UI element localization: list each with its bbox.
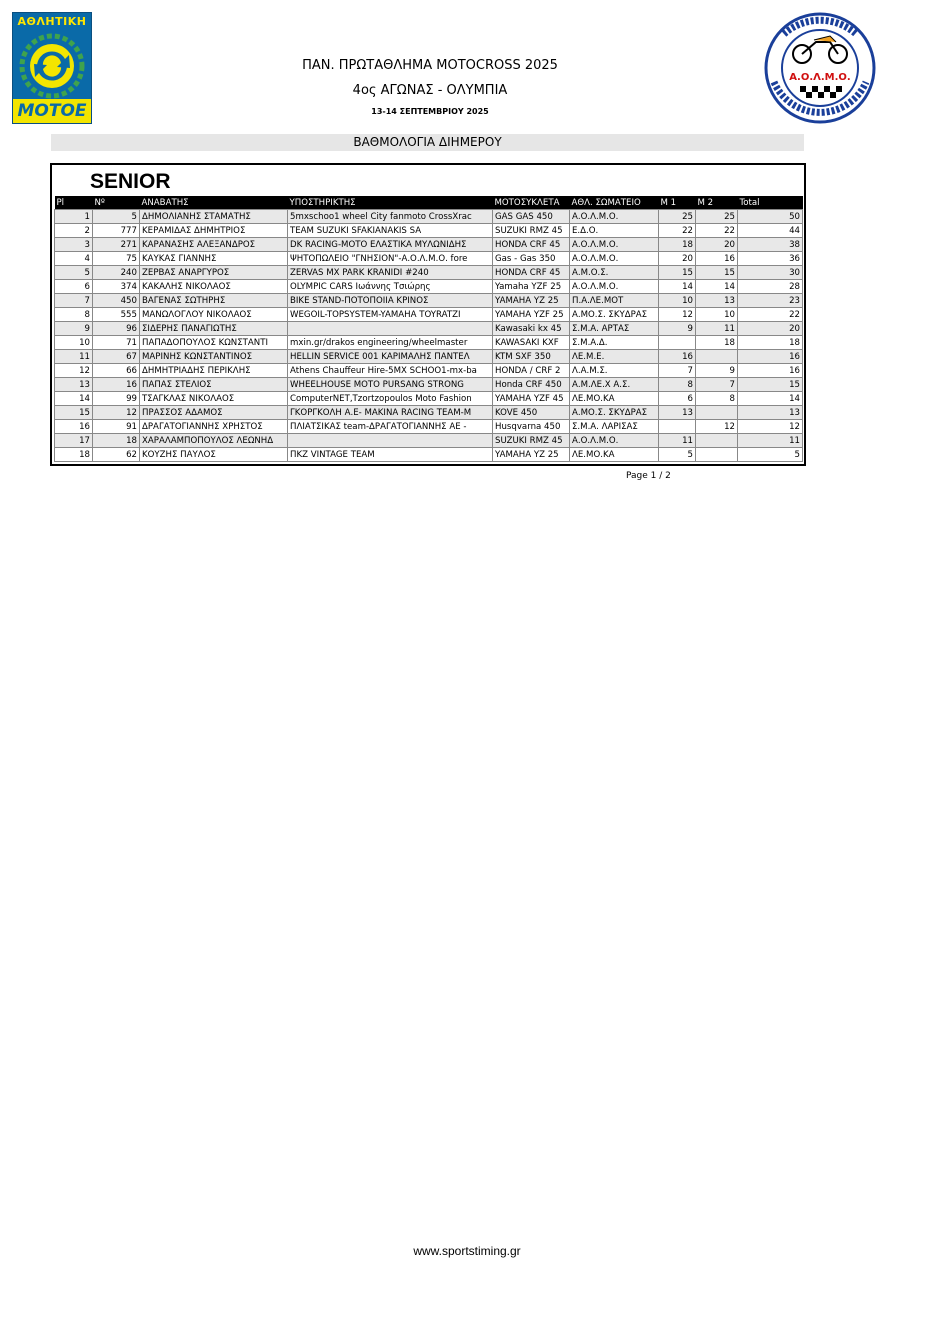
cell-sponsor: OLYMPIC CARS Ιωάννης Τσιώρης [288, 280, 493, 294]
cell-sponsor: WHEELHOUSE MOTO PURSANG STRONG [288, 378, 493, 392]
cell-m2 [696, 448, 738, 462]
cell-bike: HONDA CRF 45 [493, 238, 570, 252]
cell-total: 11 [738, 434, 803, 448]
cell-m1 [659, 420, 696, 434]
cell-no: 12 [93, 406, 140, 420]
cell-total: 36 [738, 252, 803, 266]
cell-m1 [659, 336, 696, 350]
cell-bike: Kawasaki kx 45 [493, 322, 570, 336]
cell-m1: 25 [659, 210, 696, 224]
club-logo [760, 12, 880, 124]
cell-no: 62 [93, 448, 140, 462]
cell-sponsor: WEGOIL-TOPSYSTEM-YAMAHA TOYRATZI [288, 308, 493, 322]
logo-right-text: Α.Ο.Λ.Μ.Ο. [789, 72, 851, 83]
cell-m1: 22 [659, 224, 696, 238]
cell-club: Α.Μ.ΛΕ.Χ Α.Σ. [570, 378, 659, 392]
cell-club: Σ.Μ.Α. ΛΑΡΙΣΑΣ [570, 420, 659, 434]
cell-m2: 22 [696, 224, 738, 238]
cell-no: 450 [93, 294, 140, 308]
cell-total: 15 [738, 378, 803, 392]
cell-no: 66 [93, 364, 140, 378]
cell-m1: 16 [659, 350, 696, 364]
cell-m2 [696, 350, 738, 364]
column-header: M 1 [659, 196, 696, 210]
column-header: ΥΠΟΣΤΗΡΙΚΤΗΣ [288, 196, 493, 210]
cell-no: 777 [93, 224, 140, 238]
cell-bike: YAMAHA YZF 25 [493, 308, 570, 322]
table-row [55, 350, 803, 364]
table-row [55, 364, 803, 378]
cell-club: Α.Ο.Λ.Μ.Ο. [570, 434, 659, 448]
cell-m1: 13 [659, 406, 696, 420]
cell-club: Ε.Δ.Ο. [570, 224, 659, 238]
cell-no: 240 [93, 266, 140, 280]
cell-sponsor: DK RACING-MOTO ΕΛΑΣΤΙΚΑ ΜΥΛΩΝΙΔΗΣ [288, 238, 493, 252]
cell-club: Α.ΜΟ.Σ. ΣΚΥΔΡΑΣ [570, 308, 659, 322]
cell-sponsor: mxin.gr/drakos engineering/wheelmaster [288, 336, 493, 350]
cell-club: ΛΕ.ΜΟ.ΚΑ [570, 448, 659, 462]
cell-bike: GAS GAS 450 [493, 210, 570, 224]
cell-pl: 16 [55, 420, 93, 434]
cell-no: 555 [93, 308, 140, 322]
cell-total: 20 [738, 322, 803, 336]
table-row [55, 252, 803, 266]
cell-pl: 7 [55, 294, 93, 308]
cell-rider: ΖΕΡΒΑΣ ΑΝΑΡΓΥΡΟΣ [140, 266, 288, 280]
cell-sponsor [288, 434, 493, 448]
cell-m1: 12 [659, 308, 696, 322]
cell-total: 38 [738, 238, 803, 252]
cell-rider: ΒΑΓΕΝΑΣ ΣΩΤΗΡΗΣ [140, 294, 288, 308]
cell-total: 28 [738, 280, 803, 294]
cell-sponsor: ΓΚΟΡΓΚΟΛΗ Α.Ε- ΜΑΚΙΝΑ RACING TEAM-Μ [288, 406, 493, 420]
cell-total: 13 [738, 406, 803, 420]
cell-total: 12 [738, 420, 803, 434]
cell-no: 374 [93, 280, 140, 294]
cell-sponsor: 5mxschoo1 wheel City fanmoto CrossXrac [288, 210, 493, 224]
table-row [55, 420, 803, 434]
cell-pl: 9 [55, 322, 93, 336]
cell-pl: 13 [55, 378, 93, 392]
column-header: ΑΝΑΒΑΤΗΣ [140, 196, 288, 210]
table-row [55, 406, 803, 420]
cell-pl: 4 [55, 252, 93, 266]
column-header: M 2 [696, 196, 738, 210]
cell-pl: 12 [55, 364, 93, 378]
cell-pl: 6 [55, 280, 93, 294]
cell-pl: 2 [55, 224, 93, 238]
cell-sponsor: ZERVAS MX PARK KRANIDI #240 [288, 266, 493, 280]
cell-pl: 10 [55, 336, 93, 350]
column-header: ΑΘΛ. ΣΩΜΑΤΕΙΟ [570, 196, 659, 210]
cell-rider: ΣΙΔΕΡΗΣ ΠΑΝΑΓΙΩΤΗΣ [140, 322, 288, 336]
race-title: 4ος ΑΓΩΝΑΣ - ΟΛΥΜΠΙΑ [352, 83, 508, 98]
cell-m2 [696, 434, 738, 448]
table-row [55, 322, 803, 336]
cell-no: 75 [93, 252, 140, 266]
results-table [54, 196, 803, 462]
cell-m2: 16 [696, 252, 738, 266]
cell-rider: ΔΡΑΓΑΤΟΓΙΑΝΝΗΣ ΧΡΗΣΤΟΣ [140, 420, 288, 434]
cell-sponsor: Athens Chauffeur Hire-5MX SCHOO1-mx-ba [288, 364, 493, 378]
cell-rider: ΚΕΡΑΜΙΔΑΣ ΔΗΜΗΤΡΙΟΣ [140, 224, 288, 238]
cell-total: 23 [738, 294, 803, 308]
cell-total: 14 [738, 392, 803, 406]
cell-bike: KOVE 450 [493, 406, 570, 420]
cell-rider: ΜΑΝΩΛΟΓΛΟΥ ΝΙΚΟΛΑΟΣ [140, 308, 288, 322]
logo-emblem [13, 31, 91, 101]
cell-club: Λ.Α.Μ.Σ. [570, 364, 659, 378]
cell-pl: 11 [55, 350, 93, 364]
column-header: Nº [93, 196, 140, 210]
cell-no: 91 [93, 420, 140, 434]
cell-total: 50 [738, 210, 803, 224]
cell-m2: 14 [696, 280, 738, 294]
cell-no: 96 [93, 322, 140, 336]
cell-m1: 9 [659, 322, 696, 336]
cell-rider: ΜΑΡΙΝΗΣ ΚΩΝΣΤΑΝΤΙΝΟΣ [140, 350, 288, 364]
cell-sponsor: BIKE STAND-ΠΟΤΟΠΟΙΙΑ ΚΡΙΝΟΣ [288, 294, 493, 308]
cell-sponsor [288, 322, 493, 336]
table-row [55, 378, 803, 392]
cell-m1: 20 [659, 252, 696, 266]
cell-rider: ΧΑΡΑΛΑΜΠΟΠΟΥΛΟΣ ΛΕΩΝΗΔ [140, 434, 288, 448]
section-title: ΒΑΘΜΟΛΟΓΙΑ ΔΙΗΜΕΡΟΥ [51, 134, 804, 151]
cell-bike: HONDA / CRF 2 [493, 364, 570, 378]
cell-bike: YAMAHA YZ 25 [493, 294, 570, 308]
cell-m2: 18 [696, 336, 738, 350]
cell-club: Σ.Μ.Α. ΑΡΤΑΣ [570, 322, 659, 336]
cell-no: 5 [93, 210, 140, 224]
cell-m1: 11 [659, 434, 696, 448]
cell-m2: 11 [696, 322, 738, 336]
page-number: Page 1 / 2 [626, 471, 671, 481]
cell-m1: 10 [659, 294, 696, 308]
table-row [55, 308, 803, 322]
cell-pl: 18 [55, 448, 93, 462]
cell-sponsor: ΠΛΙΑΤΣΙΚΑΣ team-ΔΡΑΓΑΤΟΓΙΑΝΝΗΣ ΑΕ - [288, 420, 493, 434]
results-panel [50, 163, 806, 466]
cell-m1: 5 [659, 448, 696, 462]
cell-rider: ΚΑΚΑΛΗΣ ΝΙΚΟΛΑΟΣ [140, 280, 288, 294]
cell-m2: 13 [696, 294, 738, 308]
cell-total: 22 [738, 308, 803, 322]
cell-rider: ΤΣΑΓΚΛΑΣ ΝΙΚΟΛΑΟΣ [140, 392, 288, 406]
cell-club: Α.Ο.Λ.Μ.Ο. [570, 210, 659, 224]
table-row [55, 280, 803, 294]
cell-pl: 1 [55, 210, 93, 224]
footer-website: www.sportstiming.gr [413, 1244, 521, 1258]
cell-club: Α.Μ.Ο.Σ. [570, 266, 659, 280]
cell-no: 71 [93, 336, 140, 350]
cell-club: Α.Ο.Λ.Μ.Ο. [570, 280, 659, 294]
cell-pl: 17 [55, 434, 93, 448]
cell-m2: 25 [696, 210, 738, 224]
cell-no: 271 [93, 238, 140, 252]
table-header-row [55, 196, 803, 210]
cell-rider: ΚΑΡΑΝΑΣΗΣ ΑΛΕΞΑΝΔΡΟΣ [140, 238, 288, 252]
cell-club: Α.ΜΟ.Σ. ΣΚΥΔΡΑΣ [570, 406, 659, 420]
cell-m1: 15 [659, 266, 696, 280]
cell-bike: Gas - Gas 350 [493, 252, 570, 266]
cell-bike: Yamaha YZF 25 [493, 280, 570, 294]
cell-bike: KAWASAKI KXF [493, 336, 570, 350]
cell-bike: Honda CRF 450 [493, 378, 570, 392]
column-header: Pl [55, 196, 93, 210]
cell-club: Π.Α.ΛΕ.ΜΟΤ [570, 294, 659, 308]
cell-total: 44 [738, 224, 803, 238]
cell-no: 99 [93, 392, 140, 406]
cell-m2: 15 [696, 266, 738, 280]
cell-m2: 10 [696, 308, 738, 322]
cell-pl: 14 [55, 392, 93, 406]
cell-total: 18 [738, 336, 803, 350]
race-date: 13-14 ΣΕΠΤΕΜΒΡΙΟΥ 2025 [371, 107, 489, 116]
cell-pl: 3 [55, 238, 93, 252]
cell-rider: ΠΡΑΣΣΟΣ ΑΔΑΜΟΣ [140, 406, 288, 420]
cell-rider: ΠΑΠΑΔΟΠΟΥΛΟΣ ΚΩΝΣΤΑΝΤΙ [140, 336, 288, 350]
table-row [55, 294, 803, 308]
cell-m2: 7 [696, 378, 738, 392]
cell-club: ΛΕ.Μ.Ε. [570, 350, 659, 364]
cell-club: Α.Ο.Λ.Μ.Ο. [570, 252, 659, 266]
cell-rider: ΔΗΜΟΛΙΑΝΗΣ ΣΤΑΜΑΤΗΣ [140, 210, 288, 224]
column-header: Total [738, 196, 803, 210]
table-body [55, 210, 803, 462]
table-row [55, 224, 803, 238]
cell-pl: 8 [55, 308, 93, 322]
cell-sponsor: ΨΗΤΟΠΩΛΕΙΟ "ΓΝΗΣΙΟΝ"-Α.Ο.Λ.Μ.Ο. fore [288, 252, 493, 266]
cell-no: 16 [93, 378, 140, 392]
cell-total: 16 [738, 364, 803, 378]
cell-rider: ΠΑΠΑΣ ΣΤΕΛΙΟΣ [140, 378, 288, 392]
cell-no: 67 [93, 350, 140, 364]
table-row [55, 266, 803, 280]
cell-sponsor: TEAM SUZUKI SFAKIANAKIS SA [288, 224, 493, 238]
cell-m2: 8 [696, 392, 738, 406]
cell-m1: 7 [659, 364, 696, 378]
category-title: SENIOR [90, 170, 171, 193]
cell-rider: ΔΗΜΗΤΡΙΑΔΗΣ ΠΕΡΙΚΛΗΣ [140, 364, 288, 378]
table-row [55, 210, 803, 224]
cell-bike: Husqvarna 450 [493, 420, 570, 434]
cell-bike: SUZUKI RMZ 45 [493, 434, 570, 448]
logo-left-top-text: ΑΘΛΗΤΙΚΗ [13, 13, 91, 31]
table-row [55, 238, 803, 252]
cell-no: 18 [93, 434, 140, 448]
cell-club: ΛΕ.ΜΟ.ΚΑ [570, 392, 659, 406]
cell-m2: 20 [696, 238, 738, 252]
cell-club: Α.Ο.Λ.Μ.Ο. [570, 238, 659, 252]
cell-bike: HONDA CRF 45 [493, 266, 570, 280]
cell-total: 5 [738, 448, 803, 462]
cell-m1: 18 [659, 238, 696, 252]
cell-m2: 9 [696, 364, 738, 378]
cell-sponsor: ΠΚΖ VINTAGE TEAM [288, 448, 493, 462]
cell-bike: SUZUKI RMZ 45 [493, 224, 570, 238]
table-row [55, 392, 803, 406]
logo-left-bottom-text: ΜΟΤΟΕ [13, 99, 91, 123]
cell-bike: YAMAHA YZ 25 [493, 448, 570, 462]
cell-m2: 12 [696, 420, 738, 434]
cell-pl: 15 [55, 406, 93, 420]
cell-sponsor: ComputerNET,Tzortzopoulos Moto Fashion [288, 392, 493, 406]
table-row [55, 448, 803, 462]
table-row [55, 336, 803, 350]
cell-rider: ΚΟΥΖΗΣ ΠΑΥΛΟΣ [140, 448, 288, 462]
cell-m1: 6 [659, 392, 696, 406]
championship-title: ΠΑΝ. ΠΡΩΤΑΘΛΗΜΑ MOTOCROSS 2025 [302, 58, 558, 73]
cell-bike: KTM SXF 350 [493, 350, 570, 364]
cell-m1: 14 [659, 280, 696, 294]
cell-m1: 8 [659, 378, 696, 392]
cell-pl: 5 [55, 266, 93, 280]
column-header: ΜΟΤΟΣΥΚΛΕΤΑ [493, 196, 570, 210]
cell-sponsor: HELLIN SERVICE 001 ΚΑΡΙΜΑΛΗΣ ΠΑΝΤΕΛ [288, 350, 493, 364]
cell-total: 30 [738, 266, 803, 280]
federation-logo [12, 12, 92, 124]
cell-m2 [696, 406, 738, 420]
cell-rider: ΚΑΥΚΑΣ ΓΙΑΝΝΗΣ [140, 252, 288, 266]
table-row [55, 434, 803, 448]
cell-club: Σ.Μ.Α.Δ. [570, 336, 659, 350]
cell-bike: YAMAHA YZF 45 [493, 392, 570, 406]
cell-total: 16 [738, 350, 803, 364]
